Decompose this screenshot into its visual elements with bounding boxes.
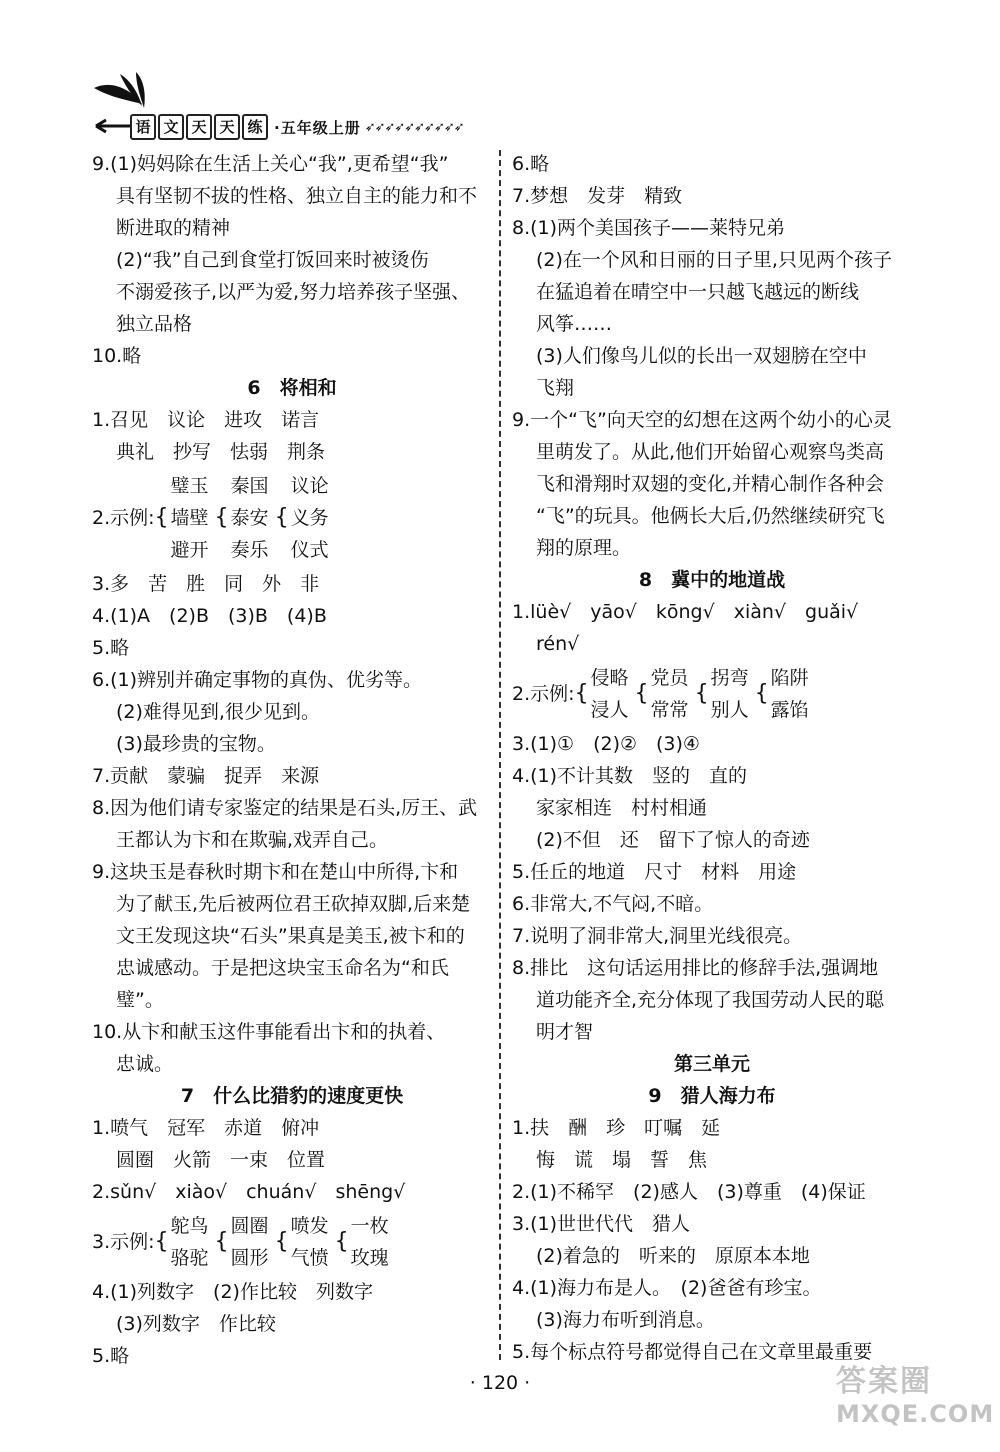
brace-group [215, 1210, 269, 1274]
brand-title [130, 114, 464, 140]
answer-line: 道功能齐全,充分体现了我国劳动人民的聪 [536, 989, 885, 1011]
brace-item: 奏乐 [230, 539, 269, 561]
brace-icon: { [274, 1229, 289, 1254]
answer-line: 忠诚感动。于是把这块宝玉命名为“和氏 [116, 957, 449, 979]
site-watermark [836, 1356, 995, 1444]
answer-line: 家家相连 村村相通 [536, 797, 708, 819]
answer-line: 9.一个“飞”向天空的幻想在这两个幼小的心灵 [512, 409, 892, 431]
answer-line: 1.召见 议论 进攻 诺言 [92, 409, 320, 431]
answer-line: 3.(1)世世代代 猎人 [512, 1213, 691, 1235]
feather-ornament-icon: ➶➶➶➶➶➶➶➶➶➶ [364, 119, 464, 135]
answer-line: 7.贡献 蒙骗 捉弄 来源 [92, 765, 320, 787]
brace-group [275, 1210, 329, 1274]
lesson-title: 6 将相和 [247, 377, 337, 399]
brand-char: 文 [158, 114, 184, 140]
answer-line: 3.多 苦 胜 同 外 非 [92, 573, 320, 595]
answer-line: 8.因为他们请专家鉴定的结果是石头,厉王、武 [92, 797, 478, 819]
answer-line: 6.非常大,不气闷,不暗。 [512, 893, 714, 915]
answer-line: 在猛追着在晴空中一只越飞越远的断线 [536, 281, 860, 303]
brace-item: 避开 [170, 539, 209, 561]
brace-item: 侵略 [590, 667, 629, 689]
answer-line: 飞和滑翔时双翅的变化,并精心制作各种会 [536, 473, 885, 495]
lesson-title: 8 冀中的地道战 [638, 569, 786, 591]
answer-line: (2)在一个风和日丽的日子里,只见两个孩子 [536, 249, 892, 271]
answer-line: 悔 谎 塌 誓 焦 [536, 1149, 708, 1171]
answer-line: 9.(1)妈妈除在生活上关心“我”,更希望“我” [92, 153, 449, 175]
brace-group [755, 662, 809, 726]
answer-line: 5.略 [92, 637, 130, 659]
brace-group [635, 662, 689, 726]
answer-line: 1.喷气 冠军 赤道 俯冲 [92, 1117, 320, 1139]
answer-line: 独立品格 [116, 313, 193, 335]
brace-group [335, 1210, 389, 1274]
brace-item: 议论 [290, 475, 329, 497]
answer-line: 里萌发了。从此,他们开始留心观察鸟类高 [536, 441, 885, 463]
brand-char: 语 [130, 114, 156, 140]
brace-answer [512, 662, 912, 726]
brace-item: 璧玉 [170, 475, 209, 497]
answer-line: 6.略 [512, 153, 550, 175]
brace-answer [92, 470, 492, 566]
brace-item: 墙壁 [170, 507, 209, 529]
brand-char: 天 [186, 114, 212, 140]
brace-item: 仪式 [290, 539, 329, 561]
brace-item: 玫瑰 [350, 1247, 389, 1269]
answer-line: 7.梦想 发芽 精致 [512, 185, 683, 207]
answer-line: “飞”的玩具。他俩长大后,仍然继续研究飞 [536, 505, 885, 527]
brace-item: 陷阱 [770, 667, 809, 689]
brace-item: 别人 [710, 699, 749, 721]
answer-line: 圆圈 火箭 一束 位置 [116, 1149, 326, 1171]
brace-item: 浸人 [590, 699, 629, 721]
page-header [90, 70, 510, 140]
brace-icon: { [214, 505, 229, 530]
column-divider [499, 150, 501, 1360]
answer-line: 10.略 [92, 345, 142, 367]
answer-line: 断进取的精神 [116, 217, 231, 239]
answer-line: 1.扶 酬 珍 叮嘱 延 [512, 1117, 721, 1139]
answer-line: 明才智 [536, 1021, 594, 1043]
answer-line: 8.排比 这句话运用排比的修辞手法,强调地 [512, 957, 879, 979]
brace-item: 骆驼 [170, 1247, 209, 1269]
watermark-logo-text: 答案圈 [836, 1364, 932, 1399]
brace-item: 常常 [650, 699, 689, 721]
answer-line: 飞翔 [536, 377, 575, 399]
lesson-title: 7 什么比猎豹的速度更快 [180, 1085, 404, 1107]
brace-group [215, 470, 269, 566]
answer-line: 4.(1)海力布是人。 (2)爸爸有珍宝。 [512, 1277, 822, 1299]
brand-char: 天 [214, 114, 240, 140]
answer-label: 2.示例: [92, 507, 155, 529]
answer-line: 3.(1)① (2)② (3)④ [512, 733, 700, 755]
answer-line: 忠诚。 [116, 1053, 174, 1075]
answer-line: (2)难得见到,很少见到。 [116, 701, 320, 723]
answer-line: (2)着急的 听来的 原原本本地 [536, 1245, 810, 1267]
answer-line: 为了献玉,先后被两位君王砍掉双脚,后来楚 [116, 893, 471, 915]
brace-item: 圆形 [230, 1247, 269, 1269]
answer-line: (3)列数字 作比较 [116, 1313, 276, 1335]
brace-icon: { [334, 1229, 349, 1254]
answer-line: rén√ [536, 633, 580, 655]
answer-line: 7.说明了洞非常大,洞里光线很亮。 [512, 925, 803, 947]
brace-group [275, 470, 329, 566]
answer-line: 9.这块玉是春秋时期卞和在楚山中所得,卞和 [92, 861, 459, 883]
answer-line: (3)人们像鸟儿似的长出一双翅膀在空中 [536, 345, 867, 367]
brace-icon: { [574, 681, 589, 706]
brace-icon: { [154, 505, 169, 530]
brace-icon: { [634, 681, 649, 706]
brace-icon: { [274, 505, 289, 530]
unit-title: 第三单元 [673, 1053, 750, 1075]
brace-group [575, 662, 629, 726]
answer-line: 5.任丘的地道 尺寸 材料 用途 [512, 861, 797, 883]
page-number: · 120 · [469, 1372, 531, 1394]
answer-line: 王都认为卞和在欺骗,戏弄自己。 [116, 829, 389, 851]
answer-line: 4.(1)A (2)B (3)B (4)B [92, 605, 327, 627]
answer-label: 3.示例: [92, 1231, 155, 1253]
answer-line: 1.lüè√ yāo√ kōng√ xiàn√ guǎi√ [512, 601, 859, 623]
answer-line: (2)不但 还 留下了惊人的奇迹 [536, 829, 810, 851]
answer-line: 典礼 抄写 怯弱 荆条 [116, 441, 326, 463]
answer-line: 风筝…… [536, 313, 613, 335]
answer-line: 5.每个标点符号都觉得自己在文章里最重要 [512, 1341, 873, 1363]
answer-line: 2.(1)不稀罕 (2)感人 (3)尊重 (4)保证 [512, 1181, 866, 1203]
answer-line: (2)“我”自己到食堂打饭回来时被烫伤 [116, 249, 429, 271]
answer-line: 4.(1)不计其数 竖的 直的 [512, 765, 748, 787]
answer-line: 5.略 [92, 1345, 130, 1367]
answer-line: (3)最珍贵的宝物。 [116, 733, 276, 755]
brace-group [155, 1210, 209, 1274]
answer-label: 2.示例: [512, 683, 575, 705]
brace-item: 义务 [290, 507, 329, 529]
brace-group [155, 470, 209, 566]
answer-line: 6.(1)辨别并确定事物的真伪、优劣等。 [92, 669, 423, 691]
brace-item: 拐弯 [710, 667, 749, 689]
brace-item: 喷发 [290, 1215, 329, 1237]
answer-line: 翔的原理。 [536, 537, 632, 559]
answer-line: 具有坚韧不拔的性格、独立自主的能力和不 [116, 185, 478, 207]
brace-icon: { [754, 681, 769, 706]
watermark-url: MXQE.COM [836, 1400, 995, 1428]
answer-line: 4.(1)列数字 (2)作比较 列数字 [92, 1281, 373, 1303]
brace-item: 露馅 [770, 699, 809, 721]
brace-answer [92, 1210, 492, 1274]
lesson-title: 9 猎人海力布 [648, 1085, 776, 1107]
right-column [512, 148, 912, 1368]
answer-line: 文王发现这块“石头”果真是美玉,被卞和的 [116, 925, 465, 947]
brace-item: 党员 [650, 667, 689, 689]
answer-line: 不溺爱孩子,以严为爱,努力培养孩子坚强、 [116, 281, 471, 303]
answer-line: 10.从卞和献玉这件事能看出卞和的执着、 [92, 1021, 446, 1043]
brand-char: 练 [242, 114, 268, 140]
brace-icon: { [694, 681, 709, 706]
brace-icon: { [214, 1229, 229, 1254]
grade-subtitle: ·五年级上册 [274, 118, 361, 137]
brace-icon: { [154, 1229, 169, 1254]
answer-line: 2.sǔn√ xiào√ chuán√ shēng√ [92, 1181, 406, 1203]
brace-item: 泰安 [230, 507, 269, 529]
answer-line: 8.(1)两个美国孩子——莱特兄弟 [512, 217, 786, 239]
brace-item: 鸵鸟 [170, 1215, 209, 1237]
left-column [92, 148, 492, 1372]
brace-group [695, 662, 749, 726]
brace-item: 气愤 [290, 1247, 329, 1269]
brace-item: 一枚 [350, 1215, 389, 1237]
answer-line: 璧”。 [116, 989, 164, 1011]
answer-line: (3)海力布听到消息。 [536, 1309, 715, 1331]
brace-item: 秦国 [230, 475, 269, 497]
brace-item: 圆圈 [230, 1215, 269, 1237]
